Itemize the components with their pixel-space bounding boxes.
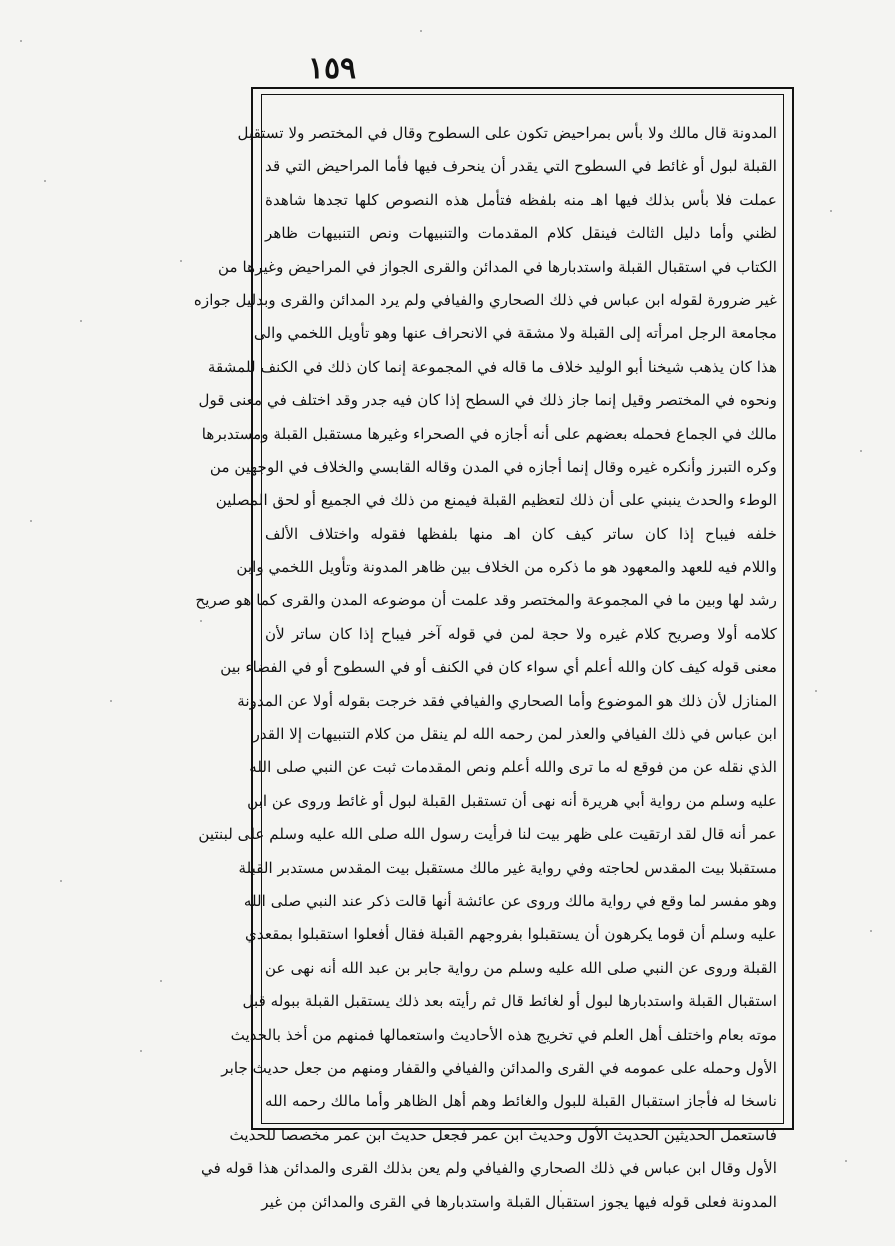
text-line: الكتاب في استقبال القبلة واستدبارها في المدائن والقرى الجواز في المراحيض وغيرها من [218, 257, 777, 276]
text-line: ابن عباس في ذلك الفيافي والعذر لمن رحمه الله لم ينقل من كلام التنبيهات إلا القدر [252, 725, 777, 744]
text-line: معنى قوله كيف كان والله أعلم أي سواء كان في الكنف أو في السطوح أو في الفضاء بين [220, 658, 777, 677]
text-line: واللام فيه للعهد والمعهود هو ما ذكره من الخلاف بين ظاهر المدونة وتأويل اللخمي وابن [236, 558, 777, 577]
text-line: عمر أنه قال لقد ارتقيت على ظهر بيت لنا فرأيت رسول الله صلى الله عليه وسلم على لبنتين [198, 825, 777, 844]
text-line: مستقبلا بيت المقدس لحاجته وفي رواية غير مالك مستقبل بيت المقدس مستدبر القبلة [238, 858, 777, 877]
text-line: الوطء والحدث ينبني على أن ذلك لتعظيم القبلة فيمنع من ذلك في الجميع أو لحق المصلين [215, 491, 777, 510]
text-line: هذا كان يذهب شيخنا أبو الوليد خلاف ما قاله في المجموعة إنما كان ذلك في الكنف للمشقة [207, 357, 777, 376]
text-line: القبلة لبول أو غائط في السطوح التي يقدر أن ينحرف فيها فأما المراحيض التي قد [265, 157, 777, 176]
text-line: المنازل لأن ذلك هو الموضوع وأما الصحاري والفيافي فقد خرجت بقوله أولا عن المدونة [237, 691, 777, 710]
text-line: عليه وسلم أن قوما يكرهون أن يستقبلوا بفروجهم القبلة فقال أفعلوا استقبلوا بمقعدي [245, 925, 777, 944]
text-line: الذي نقله عن من فوقع له ما ترى والله أعلم ونص المقدمات ثبت عن النبي صلى الله [249, 758, 777, 777]
text-line: ناسخا له فأجاز استقبال القبلة للبول والغائط وهم أهل الظاهر وأما مالك رحمه الله [265, 1092, 777, 1111]
text-line: المدونة فعلى قوله فيها يجوز استقبال القبلة واستدبارها في القرى والمدائن من غير [261, 1192, 777, 1211]
text-line: عملت فلا بأس بذلك فيها اهـ منه بلفظه فتأمل هذه النصوص كلها تجدها شاهدة [265, 190, 777, 209]
text-block [193, 117, 780, 1211]
text-line: موته بعام واختلف أهل العلم في تخريج هذه الأحاديث واستعمالها فمنهم من أخذ بالحديث [230, 1025, 777, 1044]
text-line: استقبال القبلة واستدبارها لبول أو لغائط قال ثم رأيته بعد ذلك يستقبل القبلة ببوله قبل [242, 992, 777, 1011]
text-line: عليه وسلم من رواية أبي هريرة أنه نهى أن تستقبل القبلة لبول أو غائط وروى عن ابن [247, 791, 777, 810]
text-line: كلامه أولا وصريح كلام غيره ولا حجة لمن في قوله آخر فيباح إذا كان ساتر لأن [265, 624, 777, 643]
text-line: رشد لها وبين ما في المجموعة والمختصر وقد علمت أن موضوعه المدن والقرى كما هو صريح [195, 591, 777, 610]
text-line: وهو مفسر لما وقع في رواية مالك وروى عن عائشة أنها قالت ذكر عند النبي صلى الله [243, 891, 777, 910]
text-line: وكره التبرز وأنكره غيره وقال إنما أجازه في المدن وقاله القابسي والخلاف في الوجهين من [209, 457, 777, 476]
text-line: فاستعمل الحديثين الحديث الأول وحديث ابن عمر فجعل حديث ابن عمر مخصصا للحديث [229, 1125, 777, 1144]
text-line: مجامعة الرجل امرأته إلى القبلة ولا مشقة في الانحراف عنها وهو تأويل اللخمي والى [253, 324, 777, 343]
page-number: ١٥٩ [307, 51, 357, 86]
text-line: ونحوه في المختصر وقيل إنما جاز ذلك في السطح إذا كان فيه جدر وقد اختلف في معنى قول [198, 391, 777, 410]
text-line: الأول وقال ابن عباس في ذلك الصحاري والفيافي ولم يعن بذلك القرى والمدائن هذا قوله في [200, 1159, 777, 1178]
text-line: خلفه فيباح إذا كان ساتر كيف كان اهـ منها بلفظها فقوله واختلاف الألف [265, 524, 777, 543]
text-line: المدونة قال مالك ولا بأس بمراحيض تكون على السطوح وقال في المختصر ولا تستقبل [237, 124, 777, 142]
text-line: مالك في الجماع فحمله بعضهم على أنه أجازه في الصحراء وغيرها مستقبل القبلة ومستدبرها [201, 424, 777, 443]
text-line: لظني وأما دليل الثالث فينقل كلام المقدمات والتنبيهات ونص التنبيهات ظاهر [265, 224, 777, 243]
text-line: الأول وحمله على عمومه في القرى والمدائن والفيافي والقفار ومنهم من جعل حديث جابر [221, 1058, 777, 1077]
text-line: القبلة وروى عن النبي صلى الله عليه وسلم من رواية جابر بن عبد الله أنه نهى عن [265, 958, 777, 977]
text-line: غير ضرورة لقوله ابن عباس في ذلك الصحاري والفيافي ولم يرد المدائن والقرى وبدليل جوازه [193, 290, 777, 309]
